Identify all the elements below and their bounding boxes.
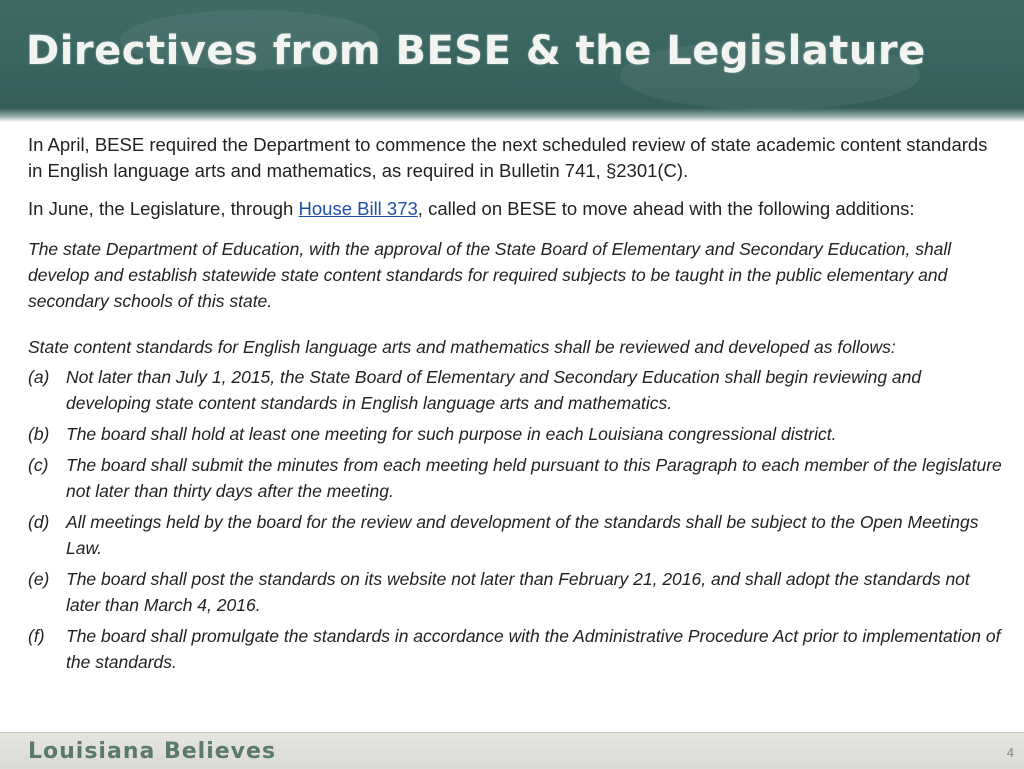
list-item-letter: (a): [28, 367, 50, 387]
slide-title: Directives from BESE & the Legislature: [26, 28, 926, 74]
list-item: [28, 452, 1003, 504]
list-item-letter: (b): [28, 424, 50, 444]
footer-bar: [0, 732, 1024, 769]
brand-logo-text: Louisiana Believes: [28, 739, 277, 764]
list-item: [28, 421, 1003, 447]
requirements-list: [28, 364, 1003, 675]
list-item-text: The board shall hold at least one meeting for such purpose in each Louisiana congressional district.: [66, 424, 837, 444]
paragraph-june-after: , called on BESE to move ahead with the following additions:: [417, 198, 915, 219]
list-item-letter: (c): [28, 455, 49, 475]
legislative-quote: [28, 236, 1003, 675]
list-item-text: The board shall post the standards on its website not later than February 21, 2016, and shall adopt the standards not later than March 4, 2016.: [66, 569, 970, 615]
paragraph-june: [28, 196, 1003, 222]
page-number: 4: [1006, 745, 1014, 760]
list-item-text: The board shall promulgate the standards in accordance with the Administrative Procedure Act prior to implementation of the standards.: [66, 626, 1001, 672]
paragraph-june-before: In June, the Legislature, through: [28, 198, 299, 219]
list-item: [28, 509, 1003, 561]
list-item: [28, 566, 1003, 618]
quote-paragraph-1: The state Department of Education, with the approval of the State Board of Elementary and Secondary Education, shall develop and establish statewide state content standards for required subjects to be taught in the public elementary and secondary schools of this state.: [28, 239, 952, 311]
list-item-letter: (d): [28, 512, 50, 532]
paragraph-april: In April, BESE required the Department to commence the next scheduled review of state academic content standards in English language arts and mathematics, as required in Bulletin 741, §2301(C).: [28, 134, 988, 181]
list-item: [28, 364, 1003, 416]
list-item-letter: (e): [28, 569, 50, 589]
quote-paragraph-2: State content standards for English language arts and mathematics shall be reviewed and developed as follows:: [28, 337, 896, 357]
list-item-text: All meetings held by the board for the review and development of the standards shall be subject to the Open Meetings Law.: [66, 512, 979, 558]
list-item: [28, 623, 1003, 675]
chalkboard-header: [0, 0, 1024, 122]
slide-body: [28, 132, 1003, 680]
list-item-text: Not later than July 1, 2015, the State Board of Elementary and Secondary Education shall begin reviewing and developing state content standards in English language arts and mathematics.: [66, 367, 922, 413]
list-item-letter: (f): [28, 626, 45, 646]
house-bill-link[interactable]: House Bill 373: [298, 198, 418, 219]
list-item-text: The board shall submit the minutes from each meeting held pursuant to this Paragraph to each member of the legislature not later than thirty days after the meeting.: [66, 455, 1002, 501]
